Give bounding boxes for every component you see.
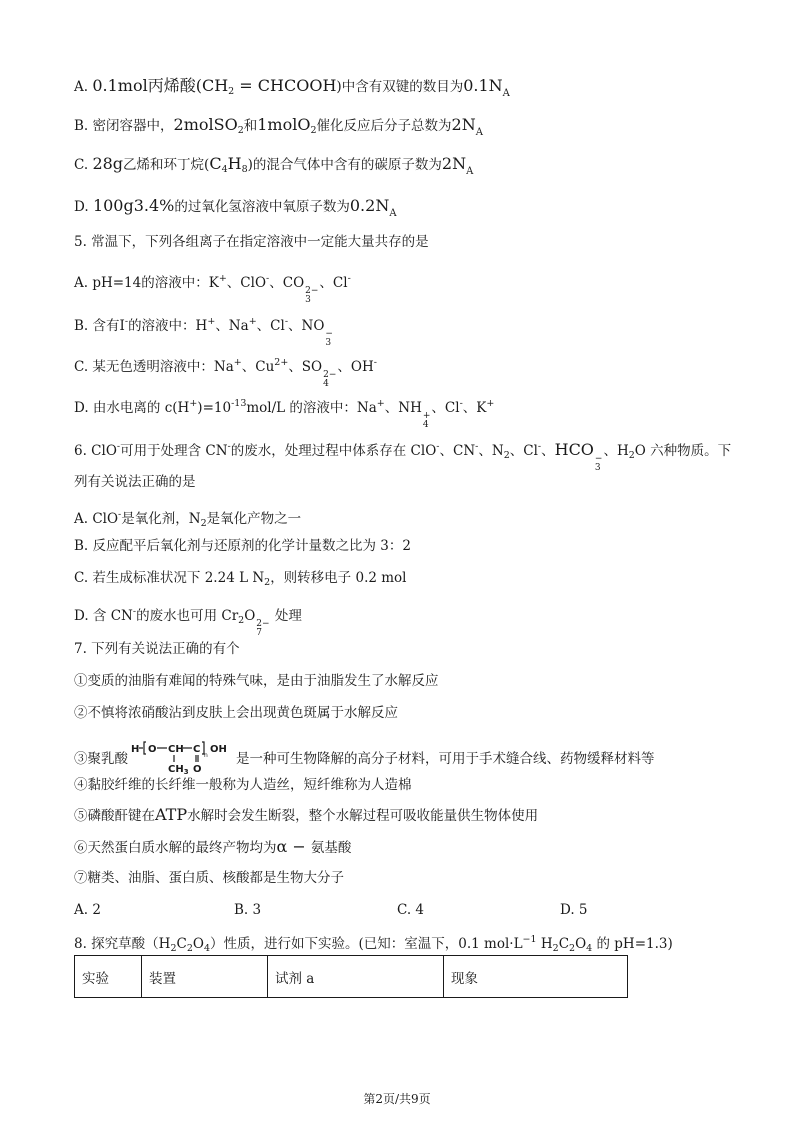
q4-option-d: D. 100g3.4%的过氧化氢溶液中氧原子数为$0.2N_A$: [74, 196, 397, 219]
page-footer: 第2页/共9页: [363, 1092, 431, 1106]
table-header-cell: 现象: [444, 956, 628, 998]
q7-item-5: ⑤磷酸酐键在ATP水解时会发生断裂，整个水解过程可吸收能量供生物体使用: [74, 805, 539, 824]
q7-stem: 7. 下列有关说法正确的有个: [74, 641, 240, 657]
q7-option-b: B. 3: [234, 902, 262, 918]
q7-options: [74, 901, 714, 919]
polylactic-acid-structure: [130, 741, 234, 775]
structure-ch: CH: [168, 744, 184, 755]
q5-option-a: A. pH=14的溶液中：K+、ClO-、CO 2− 3 、Cl-: [74, 273, 351, 305]
q7-item-2: ②不慎将浓硝酸沾到皮肤上会出现黄色斑属于水解反应: [74, 705, 398, 721]
q7-item-7: ⑦糖类、油脂、蛋白质、核酸都是生物大分子: [74, 870, 344, 886]
q6-option-b: B. 反应配平后氧化剂与还原剂的化学计量数之比为 3：2: [74, 538, 411, 554]
table-header-cell: 实验: [75, 956, 142, 998]
q6-option-a: A. ClO-是氧化剂，$N_2$是氧化产物之一: [74, 509, 302, 529]
structure-carbonyl-o: O: [193, 764, 202, 775]
q6-option-c: C. 若生成标准状况下 2.24 L $N_2$，则转移电子 0.2 mol: [74, 570, 407, 588]
structure-oh: OH: [210, 744, 227, 755]
table-header-row: [75, 956, 628, 998]
q4-option-a: A. 0.1mol丙烯酸($CH_2$ = CHCOOH)中含有双键的数目为$0.1N_A$: [74, 76, 510, 99]
q7-option-d: D. 5: [560, 902, 588, 918]
q8-experiment-table: [74, 955, 628, 998]
q4-option-c: C. 28g乙烯和环丁烷$(C_4H_8)$的混合气体中含有的碳原子数为$2N_A$: [74, 154, 474, 177]
q4-option-b: B. 密闭容器中，2molSO$_2$和1molO$_2$催化反应后分子总数为$2N_A$: [74, 115, 483, 138]
q6-stem-line2: 列有关说法正确的是: [74, 474, 196, 490]
q5-option-b: B. 含有I-的溶液中：H+、Na+、Cl-、NO − 3: [74, 316, 333, 348]
structure-o: O: [148, 744, 157, 755]
structure-c: C: [193, 744, 201, 755]
q6-option-d: D. 含 CN-的废水也可用 $Cr_2O$ 2− 7 处理: [74, 606, 302, 638]
q7-option-a: A. 2: [74, 902, 101, 918]
q7-item-6: ⑥天然蛋白质水解的最终产物均为α − 氨基酸: [74, 837, 352, 856]
q5-option-d: D. 由水电离的 $c(H^+)=10^{-13}mol/L$ 的溶液中：Na+、NH + 4 、Cl-、K+: [74, 398, 495, 430]
table-header-cell: 试剂 a: [268, 956, 444, 998]
structure-n: n: [204, 752, 208, 759]
q7-item-1: ①变质的油脂有难闻的特殊气味，是由于油脂发生了水解反应: [74, 673, 439, 689]
q8-stem: 8. 探究草酸$(H_2C_2O_4)$性质，进行如下实验。(已知：室温下，0.1 $mol\cdot L^{-1}$ $H_2C_2O_4$ 的 pH=1.3): [74, 934, 673, 954]
q5-option-c: C. 某无色透明溶液中：Na+、$Cu^{2+}$、SO 2− 4 、OH-: [74, 357, 377, 389]
structure-h: H: [131, 744, 140, 755]
q6-stem-line1: 6. ClO-可用于处理含 CN-的废水，处理过程中体系存在 ClO-、CN-、$N_2$、Cl-、HCO − 3 、$H_2O$ 六种物质。下: [74, 440, 732, 473]
q7-item-4: ④黏胶纤维的长纤维一般称为人造丝，短纤维称为人造棉: [74, 777, 412, 793]
q7-item-3: ③聚乳酸 H O CH C n OH $CH_3$ O 是一种可生物降解的高分子材料，可用于手术缝合线、药物缓释材料等: [74, 741, 655, 775]
polylactic-acid-structure-drawing: [130, 741, 234, 775]
q5-stem: 5. 常温下，下列各组离子在指定溶液中一定能大量共存的是: [74, 234, 429, 250]
table-header-cell: 装置: [142, 956, 268, 998]
q7-option-c: C. 4: [397, 902, 425, 918]
structure-ch3: $CH_3$: [168, 764, 189, 775]
